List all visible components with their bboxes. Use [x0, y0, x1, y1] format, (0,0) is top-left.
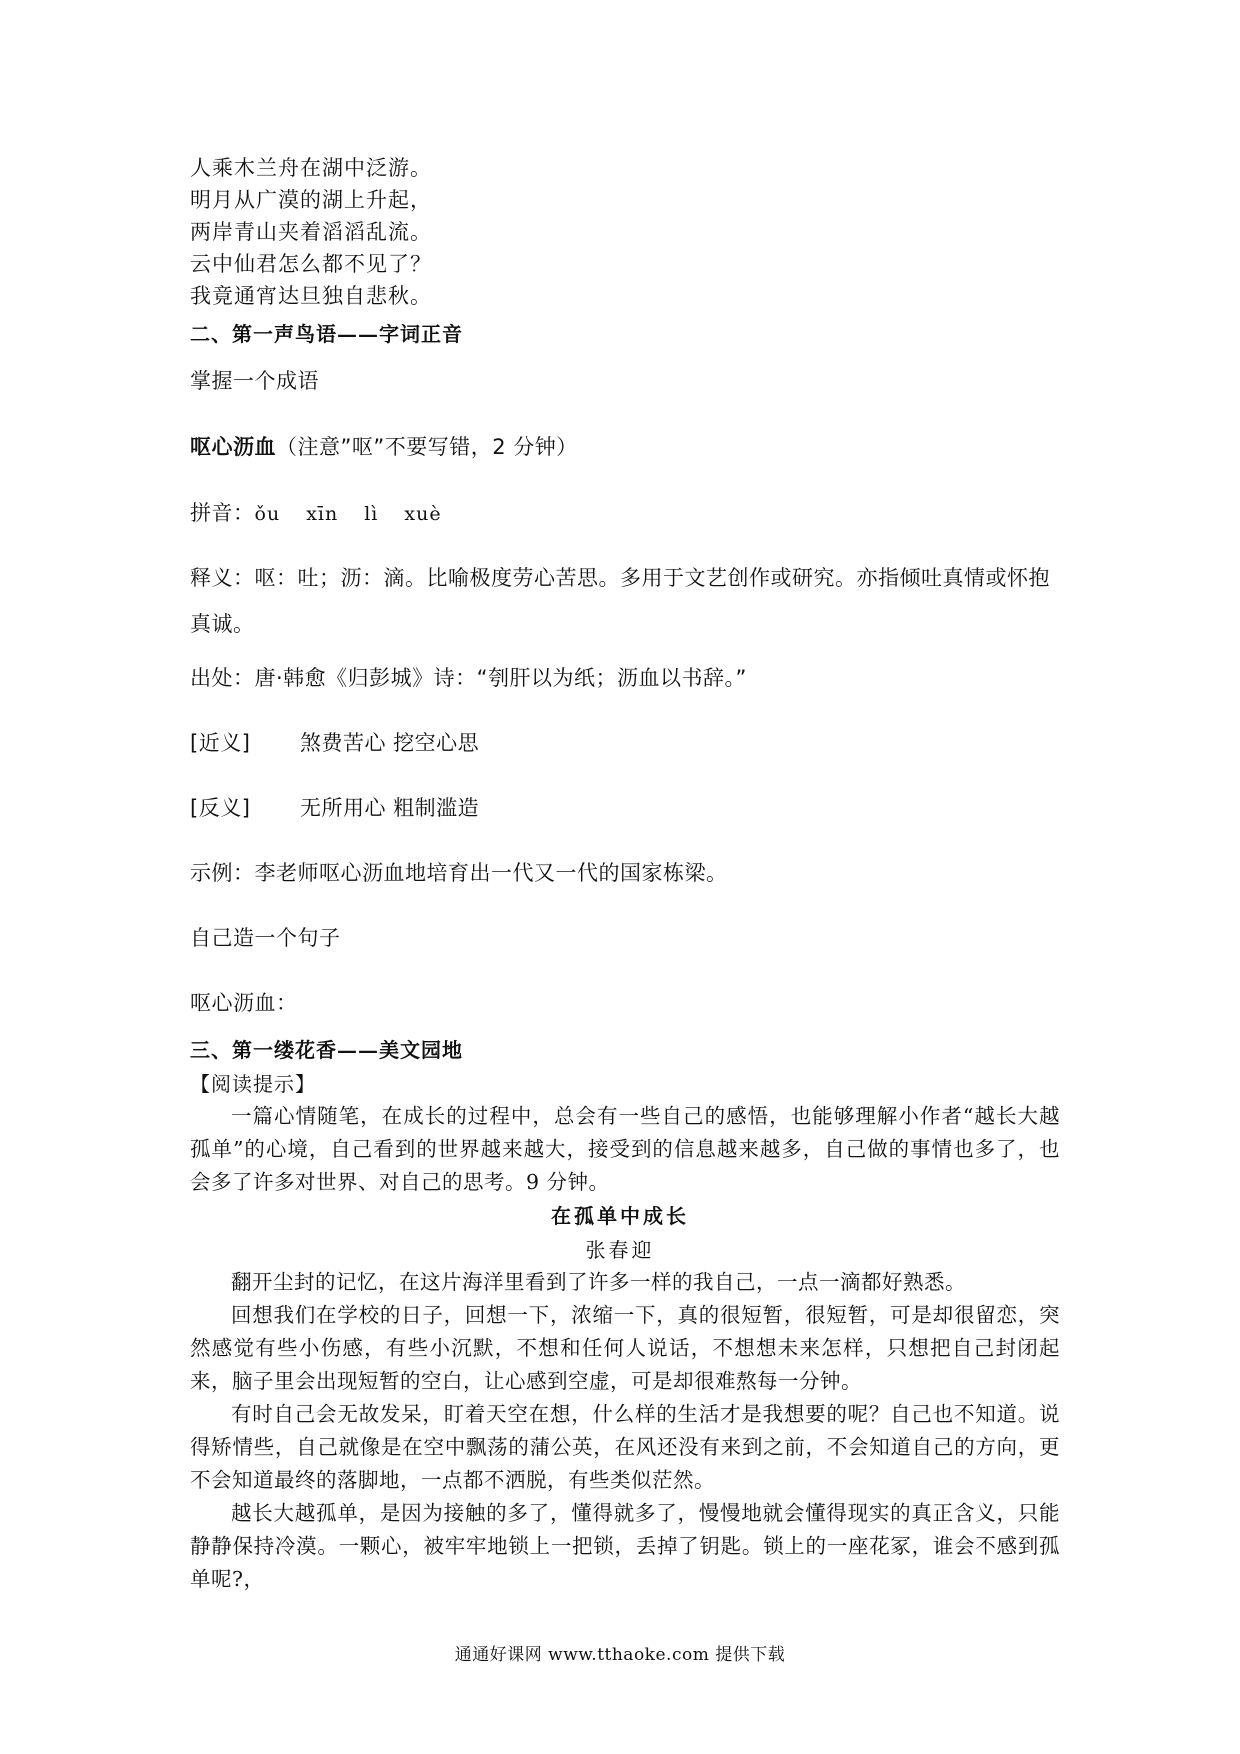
source-line	[190, 662, 747, 692]
synonym-text: 煞费苦心 挖空心思	[300, 731, 480, 755]
article-author: 张春迎	[585, 1238, 655, 1262]
reading-hint-label: 【阅读提示】	[190, 1072, 316, 1096]
section-heading-2: 二、第一声鸟语——字词正音	[190, 322, 463, 346]
synonym-line	[190, 727, 479, 757]
article-paragraph: 越长大越孤单，是因为接触的多了，懂得就多了，慢慢地就会懂得现实的真正含义，只能静静保持冷漠。一颗心，被牢牢地锁上一把锁，丢掉了钥匙。锁上的一座花冢，谁会不感到孤单呢?，	[190, 1501, 1060, 1591]
example-text: 李老师呕心沥血地培育出一代又一代的国家栋梁。	[254, 861, 728, 885]
example-line	[190, 857, 728, 887]
reading-hint-text: 一篇心情随笔，在成长的过程中，总会有一些自己的感悟，也能够理解小作者“越长大越孤单”的心境，自己看到的世界越来越大，接受到的信息越来越多，自己做的事情也多了，也会多了许多对世界、对自己的思考。9 分钟。	[190, 1104, 1060, 1194]
pinyin-line	[190, 497, 468, 527]
page-footer: 通通好课网 www.tthaoke.com 提供下载	[454, 1645, 786, 1665]
poem-line: 人乘木兰舟在湖中泛游。	[190, 156, 432, 180]
poem-line: 明月从广漠的湖上升起，	[190, 188, 432, 212]
antonym-text: 无所用心 粗制滥造	[300, 796, 480, 820]
meaning-text: 呕：吐；沥：滴。比喻极度劳心苦思。多用于文艺创作或研究。亦指倾吐真情或怀抱	[254, 566, 1050, 590]
source-text: 唐·韩愈《归彭城》诗：“刳肝以为纸；沥血以书辞。”	[254, 666, 747, 690]
section-heading-3: 三、第一缕花香——美文园地	[190, 1038, 463, 1062]
idiom-note: （注意”呕”不要写错，2 分钟）	[276, 435, 578, 459]
article-paragraph: 回想我们在学校的日子，回想一下，浓缩一下，真的很短暂，很短暂，可是却很留恋，突然感觉有些小伤感，有些小沉默，不想和任何人说话，不想想未来怎样，只想把自己封闭起来，脑子里会出现短暂的空白，让心感到空虚，可是却很难熬每一分钟。	[190, 1303, 1060, 1393]
pinyin-label: 拼音：	[190, 501, 255, 525]
poem-line: 我竟通宵达旦独自悲秋。	[190, 284, 432, 308]
idiom-line	[190, 431, 578, 461]
example-label: 示例：	[190, 861, 255, 885]
article-paragraph: 翻开尘封的记忆，在这片海洋里看到了许多一样的我自己，一点一滴都好熟悉。	[231, 1270, 966, 1294]
pinyin-values	[255, 503, 468, 525]
article-title: 在孤单中成长	[551, 1204, 689, 1228]
synonym-tag: [近义]	[190, 731, 251, 755]
master-idiom-heading: 掌握一个成语	[190, 369, 319, 393]
sentence-prompt: 呕心沥血：	[190, 991, 298, 1015]
pinyin-syllable: xuè	[404, 503, 442, 525]
pinyin-syllable: lì	[364, 503, 379, 525]
antonym-tag: [反义]	[190, 796, 251, 820]
meaning-line	[190, 562, 1050, 592]
source-label: 出处：	[190, 666, 255, 690]
make-sentence-heading: 自己造一个句子	[190, 926, 341, 950]
meaning-label: 释义：	[190, 566, 255, 590]
pinyin-syllable: xīn	[306, 503, 339, 525]
poem-line: 云中仙君怎么都不见了？	[190, 252, 432, 276]
article-paragraph: 有时自己会无故发呆，盯着天空在想，什么样的生活才是我想要的呢？自己也不知道。说得矫情些，自己就像是在空中飘荡的蒲公英，在风还没有来到之前，不会知道自己的方向，更不会知道最终的落脚地，一点都不洒脱，有些类似茫然。	[190, 1402, 1060, 1492]
antonym-line	[190, 792, 479, 822]
idiom-title: 呕心沥血	[190, 435, 276, 459]
meaning-continuation: 真诚。	[190, 612, 255, 636]
poem-line: 两岸青山夹着滔滔乱流。	[190, 220, 432, 244]
pinyin-syllable: ǒu	[254, 503, 281, 525]
